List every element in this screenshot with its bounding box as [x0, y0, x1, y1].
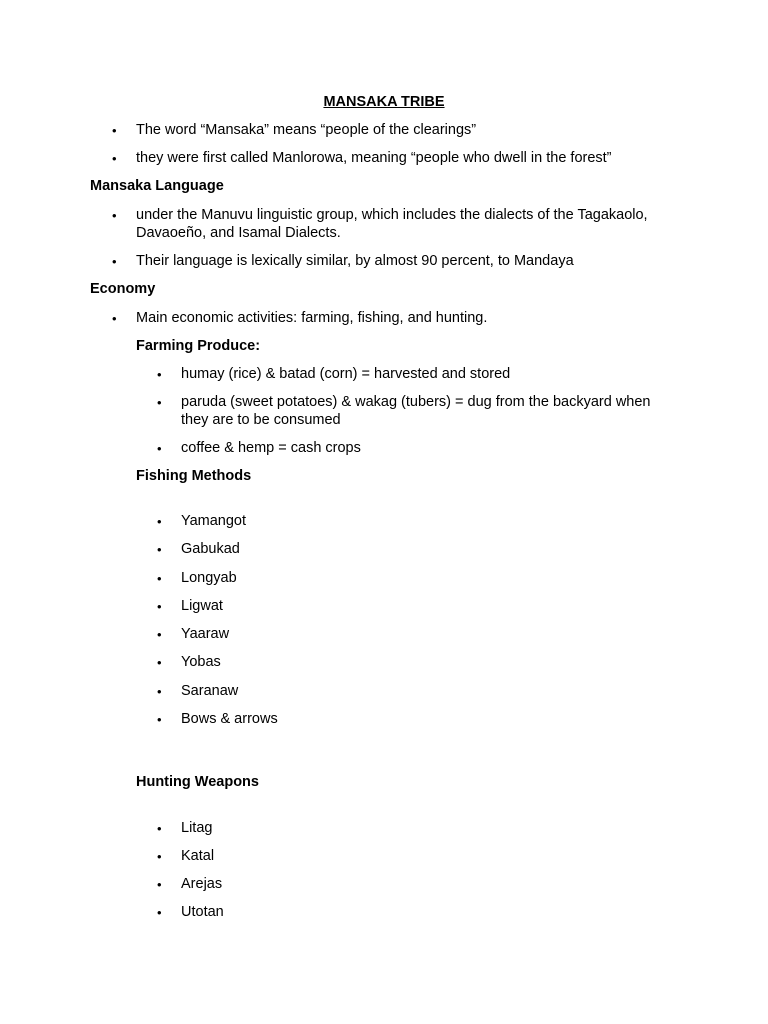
fishing-item: Longyab: [181, 570, 237, 586]
fishing-item: Yobas: [181, 654, 221, 670]
bullet-icon: •: [157, 684, 162, 699]
hunting-item: Utotan: [181, 904, 224, 920]
farming-item-2: paruda (sweet potatoes) & wakag (tubers) = dug from the backyard when they are to be consumed: [181, 394, 651, 428]
economy-heading: Economy: [90, 281, 156, 297]
bullet-icon: •: [157, 712, 162, 727]
hunting-item: Katal: [181, 848, 215, 864]
intro-item-2: they were first called Manlorowa, meaning “people who dwell in the forest”: [136, 150, 612, 166]
bullet-icon: •: [157, 905, 162, 920]
fishing-item: Bows & arrows: [181, 711, 278, 727]
fishing-item: Gabukad: [181, 541, 240, 557]
bullet-icon: •: [112, 123, 117, 138]
hunting-heading: Hunting Weapons: [136, 774, 259, 790]
economy-item-1: Main economic activities: farming, fishing, and hunting.: [136, 310, 488, 326]
hunting-item: Litag: [181, 820, 213, 836]
bullet-icon: •: [157, 849, 162, 864]
language-heading: Mansaka Language: [90, 178, 224, 194]
bullet-icon: •: [157, 571, 162, 586]
farming-heading: Farming Produce:: [136, 338, 261, 354]
bullet-icon: •: [112, 254, 117, 269]
farming-item-1: humay (rice) & batad (corn) = harvested and stored: [181, 366, 511, 382]
document-title: MANSAKA TRIBE: [323, 94, 445, 110]
language-item-2: Their language is lexically similar, by almost 90 percent, to Mandaya: [136, 253, 574, 269]
bullet-icon: •: [157, 441, 162, 456]
bullet-icon: •: [157, 395, 162, 410]
intro-item-1: The word “Mansaka” means “people of the clearings”: [136, 122, 477, 138]
fishing-item: Yaaraw: [181, 626, 230, 642]
fishing-heading: Fishing Methods: [136, 468, 252, 484]
fishing-item: Saranaw: [181, 683, 239, 699]
bullet-icon: •: [157, 821, 162, 836]
bullet-icon: •: [157, 514, 162, 529]
bullet-icon: •: [157, 599, 162, 614]
bullet-icon: •: [157, 655, 162, 670]
fishing-item: Ligwat: [181, 598, 223, 614]
fishing-item: Yamangot: [181, 513, 247, 529]
bullet-icon: •: [157, 627, 162, 642]
bullet-icon: •: [157, 367, 162, 382]
bullet-icon: •: [112, 208, 117, 223]
farming-item-3: coffee & hemp = cash crops: [181, 440, 361, 456]
hunting-item: Arejas: [181, 876, 223, 892]
bullet-icon: •: [112, 151, 117, 166]
bullet-icon: •: [157, 877, 162, 892]
bullet-icon: •: [112, 311, 117, 326]
language-item-1: under the Manuvu linguistic group, which includes the dialects of the Tagakaolo, Davaoeño, and Isamal Dialects.: [136, 207, 648, 241]
bullet-icon: •: [157, 542, 162, 557]
